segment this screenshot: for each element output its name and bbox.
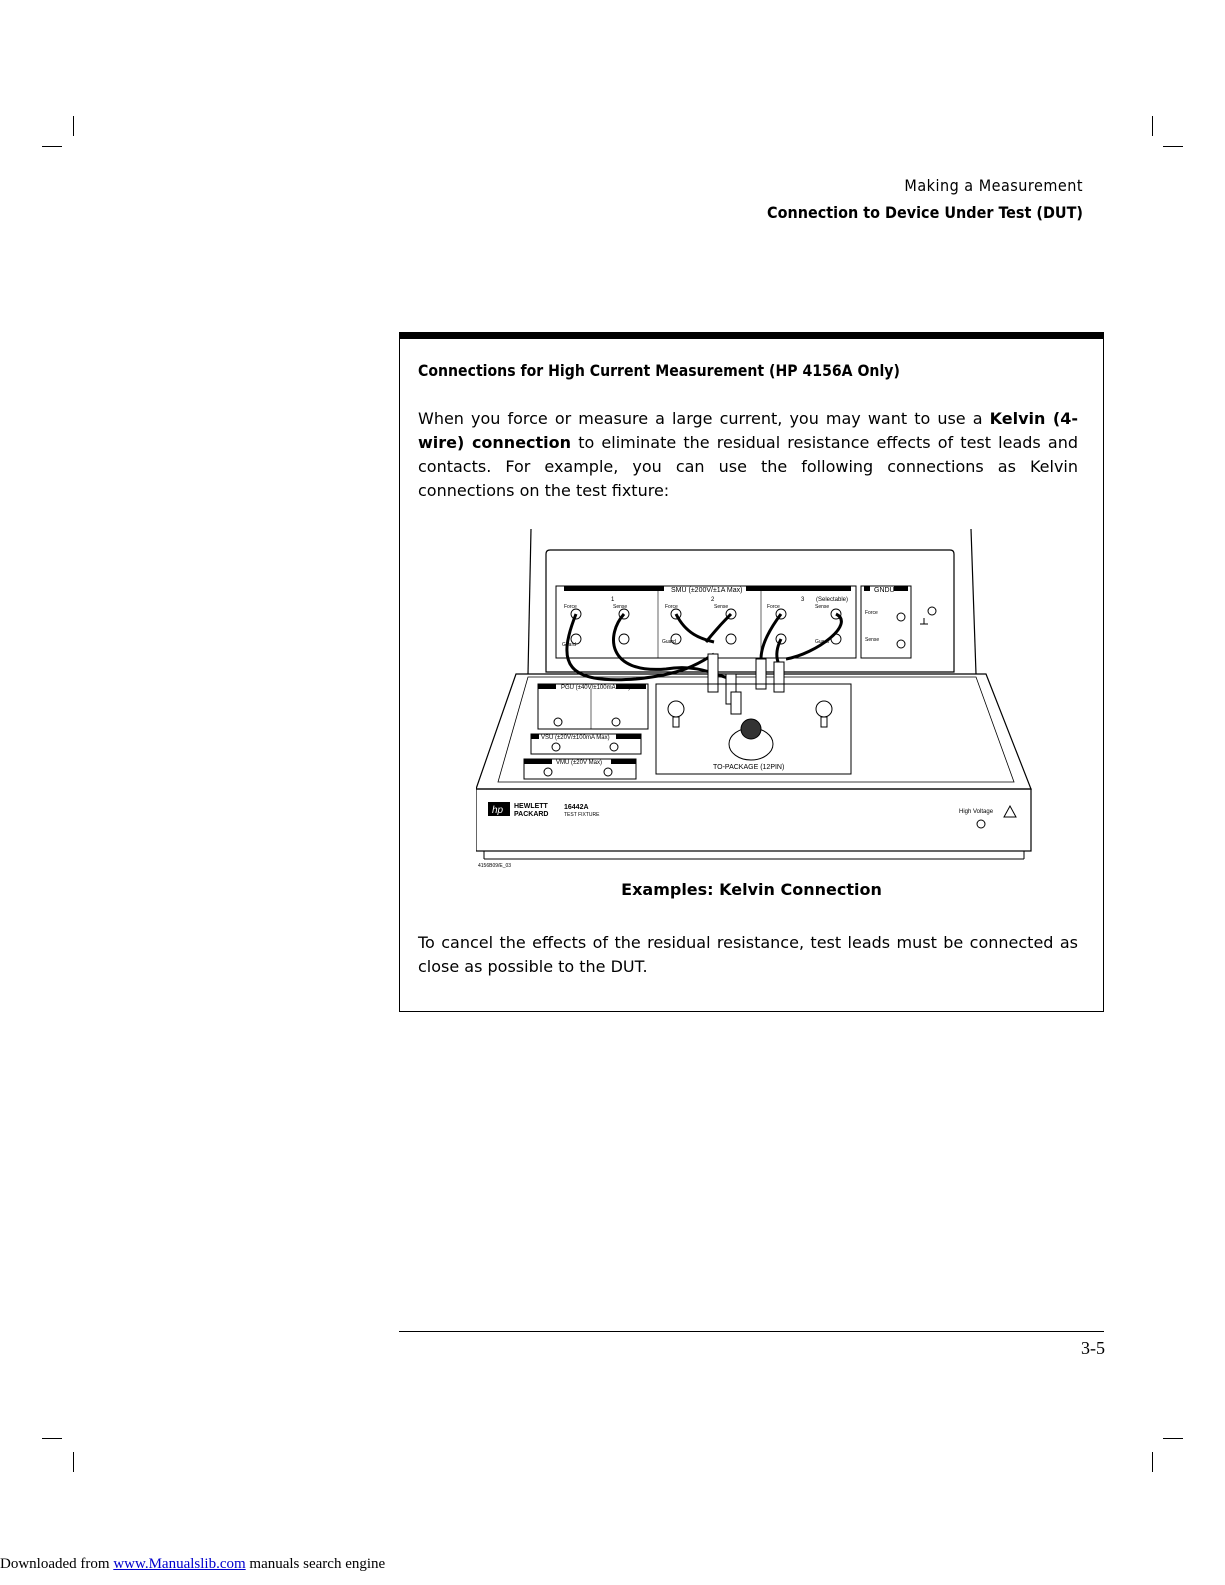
gndu-sense: Sense (865, 637, 880, 643)
svg-text:hp: hp (492, 805, 504, 816)
gndu-label: GNDU (874, 587, 895, 594)
smu3-sense: Sense (815, 604, 830, 610)
smu-label: SMU (±200V/±1A Max) (671, 587, 743, 594)
page-number: 3-5 (1081, 1338, 1105, 1358)
smu3-guard: Guard (815, 639, 829, 645)
figure-id: 4156B09/E_03 (478, 863, 512, 869)
para1-bold-term: Kelvin (4-wire) connection (418, 409, 1079, 452)
crop-mark (73, 116, 74, 136)
note-paragraph-2: To cancel the effects of the residual resistance, test leads must be connected as close as possible to the DUT. (418, 933, 1078, 976)
model-number: 16442A (564, 804, 589, 811)
download-suffix: manuals search engine (249, 1556, 386, 1572)
para1-text-end: to eliminate the residual resistance effects of test leads and contacts. For example, you can use the following connections as Kelvin connections on the test fixture: (418, 433, 1078, 500)
crop-mark (42, 146, 62, 147)
figure-caption: Examples: Kelvin Connection (621, 880, 882, 899)
smu-num-1: 1 (611, 597, 615, 603)
gndu-force: Force (865, 610, 878, 616)
vmu-label: VMU (±20V Max) (556, 760, 602, 766)
note-paragraph-1 (418, 407, 1078, 503)
smu2-sense: Sense (714, 604, 729, 610)
note-title: Connections for High Current Measurement (HP 4156A Only) (418, 361, 900, 380)
note-box (399, 332, 1104, 1012)
crop-mark (1152, 116, 1153, 136)
crop-mark (1163, 146, 1183, 147)
smu1-sense: Sense (613, 604, 628, 610)
smu2-force: Force (665, 604, 678, 610)
crop-mark (42, 1438, 62, 1439)
crop-mark (73, 1452, 74, 1472)
smu-num-3: 3 (801, 597, 805, 603)
smu2-guard: Guard (662, 639, 676, 645)
footer-rule (399, 1331, 1104, 1332)
smu3-force: Force (767, 604, 780, 610)
running-header-title: Connection to Device Under Test (DUT) (767, 203, 1083, 222)
brand-line-1: HEWLETT (514, 803, 548, 810)
crop-mark (1163, 1438, 1183, 1439)
smu1-guard: Guard (562, 642, 576, 648)
pgu-label: PGU (±40V/±100mA Max) (561, 685, 631, 691)
selectable-label: (Selectable) (816, 597, 849, 603)
model-subtitle: TEST FIXTURE (564, 812, 600, 818)
download-prefix: Downloaded from (0, 1556, 110, 1572)
smu-num-2: 2 (711, 597, 715, 603)
running-header-section: Making a Measurement (904, 176, 1083, 195)
crop-mark (1152, 1452, 1153, 1472)
para1-text-start: When you force or measure a large current, you may want to use a (418, 409, 983, 428)
vsu-label: VSU (±20V/±100mA Max) (541, 735, 610, 741)
high-voltage-label: High Voltage (959, 809, 994, 815)
brand-line-2: PACKARD (514, 811, 549, 818)
to-package-label: TO-PACKAGE (12PIN) (713, 764, 785, 771)
manualslib-link[interactable]: www.Manualslib.com (113, 1556, 246, 1572)
test-fixture-illustration (476, 524, 1046, 869)
smu1-force: Force (564, 604, 577, 610)
download-footer (0, 1556, 385, 1573)
